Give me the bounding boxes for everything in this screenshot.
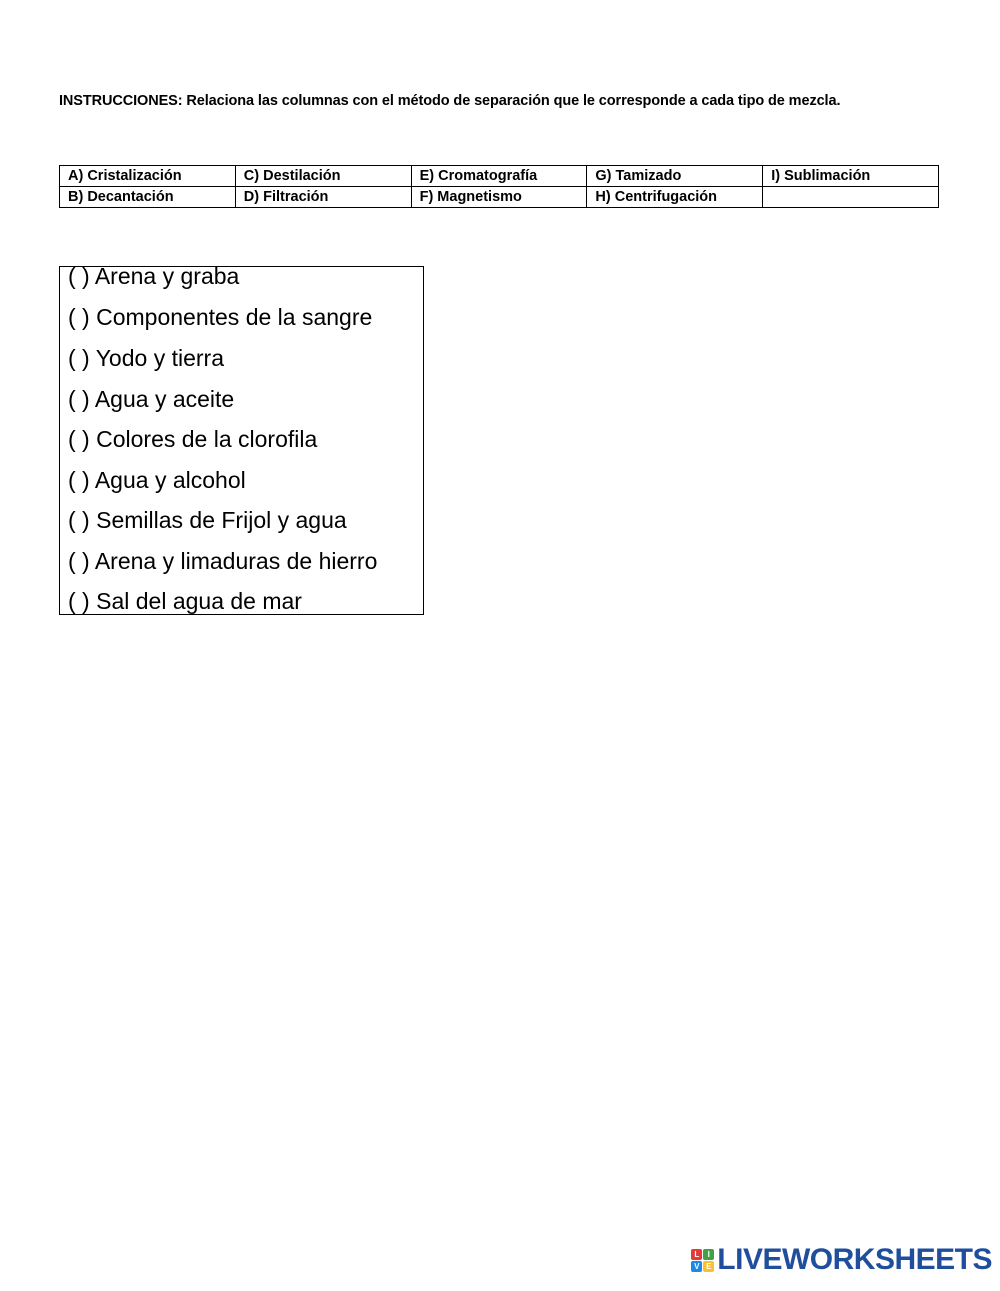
table-cell: A) Cristalización [60, 166, 236, 187]
mixtures-list [59, 266, 424, 615]
table-cell [763, 187, 939, 208]
table-cell: I) Sublimación [763, 166, 939, 187]
mixture-label: Semillas de Frijol y agua [96, 507, 347, 533]
logo-mark-letter: I [703, 1249, 714, 1260]
mixture-label: Arena y graba [94, 266, 240, 289]
list-item [68, 547, 377, 575]
logo-text: LIVEWORKSHEETS [717, 1243, 992, 1276]
answer-blank[interactable]: ( ) [68, 588, 90, 614]
mixture-label: Agua y alcohol [94, 467, 246, 493]
liveworksheets-logo [691, 1243, 992, 1277]
mixture-label: Agua y aceite [94, 386, 235, 412]
answer-blank[interactable]: ( ) [68, 304, 90, 330]
table-cell: H) Centrifugación [587, 187, 763, 208]
answer-blank[interactable]: ( ) [68, 548, 90, 574]
list-item [68, 506, 347, 534]
answer-blank[interactable]: ( ) [68, 345, 90, 371]
list-item [68, 266, 239, 290]
answer-blank[interactable]: ( ) [68, 467, 90, 493]
logo-mark-letter: E [703, 1261, 714, 1272]
mixture-label: Componentes de la sangre [96, 304, 373, 330]
list-item [68, 425, 317, 453]
answer-blank[interactable]: ( ) [68, 507, 90, 533]
logo-mark-letter: L [691, 1249, 702, 1260]
list-item [68, 385, 234, 413]
mixture-label: Sal del agua de mar [96, 588, 302, 614]
logo-mark-icon [691, 1249, 714, 1272]
separation-methods-table [59, 165, 939, 208]
table-cell: G) Tamizado [587, 166, 763, 187]
logo-mark-letter: V [691, 1261, 702, 1272]
list-item [68, 466, 246, 494]
table-cell: C) Destilación [235, 166, 411, 187]
list-item [68, 344, 224, 372]
answer-blank[interactable]: ( ) [68, 386, 90, 412]
answer-blank[interactable]: ( ) [68, 426, 90, 452]
list-item [68, 303, 372, 331]
list-item [68, 587, 302, 615]
table-cell: E) Cromatografía [411, 166, 587, 187]
mixture-label: Yodo y tierra [95, 345, 224, 371]
mixture-label: Arena y limaduras de hierro [94, 548, 378, 574]
answer-blank[interactable]: ( ) [68, 266, 90, 289]
table-row [60, 166, 939, 187]
table-cell: F) Magnetismo [411, 187, 587, 208]
table-cell: D) Filtración [235, 187, 411, 208]
table-cell: B) Decantación [60, 187, 236, 208]
instructions-heading: INSTRUCCIONES: Relaciona las columnas con el método de separación que le corresponde a cada tipo de mezcla. [59, 93, 841, 109]
mixture-label: Colores de la clorofila [96, 426, 318, 452]
table-row [60, 187, 939, 208]
